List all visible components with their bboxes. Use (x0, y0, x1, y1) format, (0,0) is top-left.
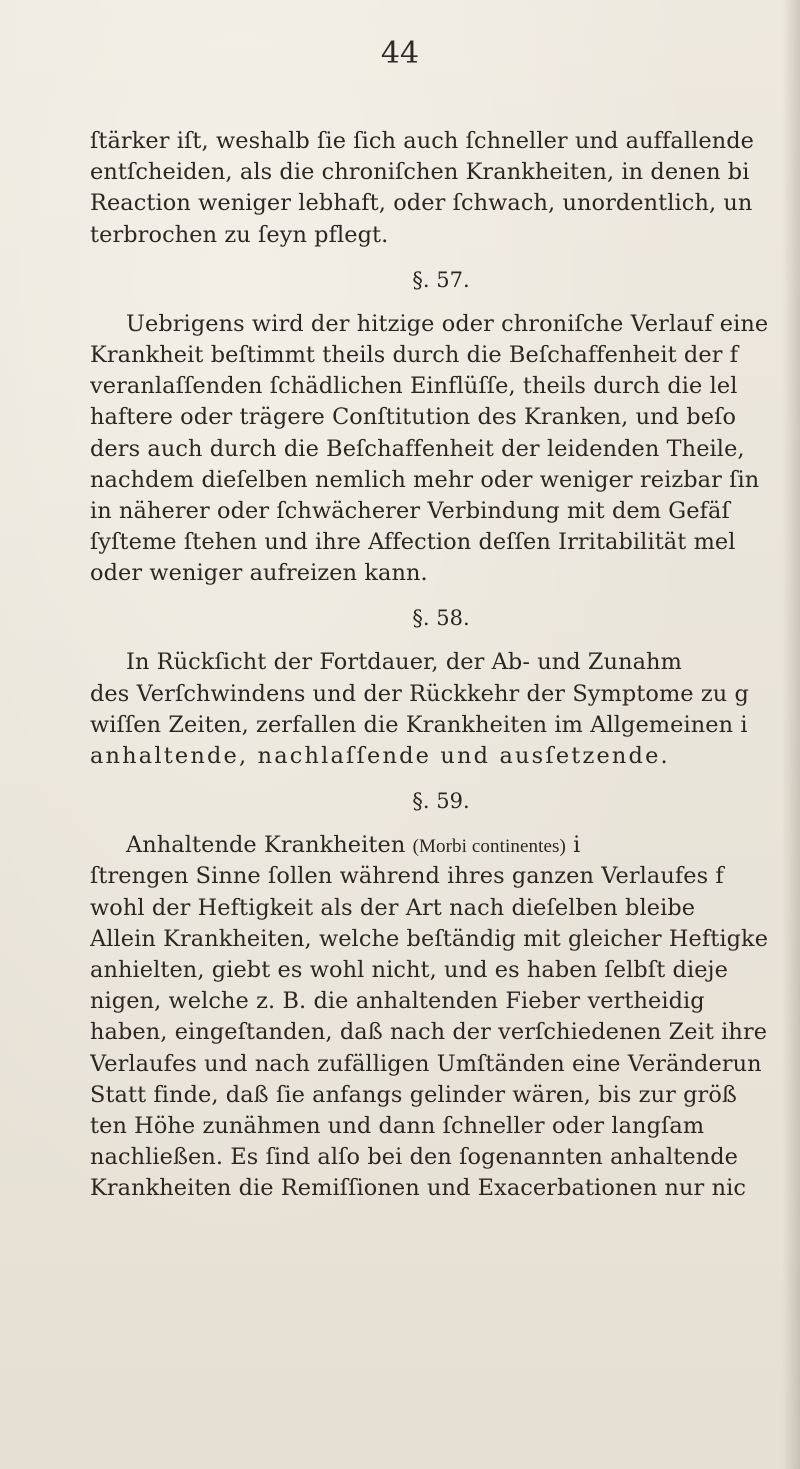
text-line: Krankheit beſtimmt theils durch die Beſchaffenheit der f (90, 341, 739, 368)
text-line: nachließen. Es ſind alſo bei den ſogenannten anhaltende (90, 1144, 739, 1171)
text-line: in näherer oder ſchwächerer Verbindung mit dem Gefäſ (90, 497, 730, 524)
text-line: Krankheiten die Remiſſionen und Exacerbationen nur nic (90, 1175, 746, 1202)
section-heading: §. 58. (412, 606, 470, 631)
text-line: anhaltende, nachlaſſende und ausſetzende. (90, 743, 670, 769)
text-line: nachdem dieſelben nemlich mehr oder weniger reizbar ſin (90, 466, 760, 493)
text-fragment: i (565, 832, 581, 859)
text-line: Allein Krankheiten, welche beſtändig mit gleicher Heftigke (90, 925, 769, 952)
section-heading: §. 57. (412, 267, 470, 292)
text-line: haben, eingeſtanden, daß nach der verſchiedenen Zeit ihre (90, 1019, 768, 1046)
text-line: wiſſen Zeiten, zerfallen die Krankheiten im Allgemeinen i (90, 711, 748, 738)
text-line: wohl der Heftigkeit als der Art nach dieſelben bleibe (90, 894, 696, 921)
text-line: anhielten, giebt es wohl nicht, und es haben ſelbſt dieje (90, 956, 728, 983)
page-number: 44 (380, 36, 420, 71)
text-line: veranlaſſenden ſchädlichen Einflüſſe, theils durch die lel (90, 373, 738, 400)
text-line: des Verſchwindens und der Rückkehr der Symptome zu g (90, 680, 749, 707)
text-line: ten Höhe zunähmen und dann ſchneller oder langſam (90, 1112, 705, 1139)
section-heading: §. 59. (412, 789, 470, 814)
text-line: haftere oder trägere Conſtitution des Kranken, und beſo (90, 404, 737, 431)
latin-term: (Morbi continentes) (412, 836, 566, 858)
text-line (90, 830, 798, 861)
text-line: Statt finde, daß ſie anfangs gelinder wären, bis zur größ (90, 1081, 737, 1108)
text-line: ſtärker iſt, weshalb ſie ſich auch ſchneller und auffallende (90, 128, 755, 154)
text-line: Verlaufes und nach zufälligen Umſtänden eine Veränderun (90, 1050, 762, 1077)
text-line: In Rückſicht der Fortdauer, der Ab- und Zunahm (126, 649, 682, 676)
text-line: ſyſteme ſtehen und ihre Affection deſſen Irritabilität mel (90, 529, 736, 556)
text-line: nigen, welche z. B. die anhaltenden Fieber vertheidig (90, 988, 705, 1015)
text-line: ſtrengen Sinne ſollen während ihres ganzen Verlaufes f (90, 863, 724, 890)
text-line: terbrochen zu ſeyn pflegt. (90, 221, 389, 248)
text-line: oder weniger aufreizen kann. (90, 560, 428, 587)
text-line: ders auch durch die Beſchaffenheit der leidenden Theile, (90, 435, 745, 462)
body-text (90, 126, 798, 1204)
text-fragment: Anhaltende Krankheiten (126, 832, 413, 859)
text-line: Reaction weniger lebhaft, oder ſchwach, unordentlich, un (90, 190, 753, 217)
text-line: Uebrigens wird der hitzige oder chroniſche Verlauf eine (126, 310, 769, 337)
text-line: entſcheiden, als die chroniſchen Krankheiten, in denen bi (90, 159, 750, 186)
